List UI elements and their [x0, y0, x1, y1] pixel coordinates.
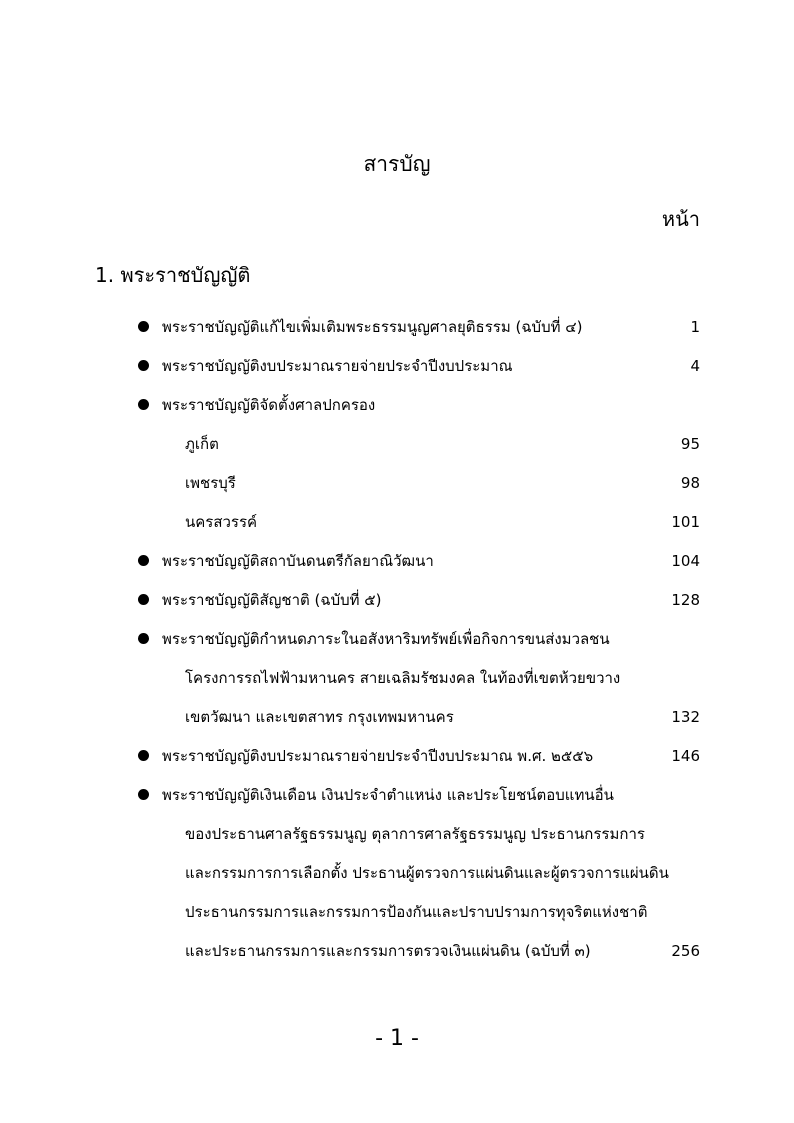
toc-entry-line[interactable]	[138, 860, 700, 899]
toc-page-number: 256	[671, 942, 700, 960]
toc-entry-text: ของประธานศาลรัฐธรรมนูญ ตุลาการศาลรัฐธรรมนูญ ประธานกรรมการ	[185, 825, 645, 843]
toc-entry-text: เพชรบุรี	[185, 474, 236, 492]
toc-entry-line[interactable]	[138, 899, 700, 938]
toc-entry-line[interactable]	[138, 743, 700, 782]
toc-entry-text: พระราชบัญญัติงบประมาณรายจ่ายประจำปีงบประมาณ	[162, 357, 513, 375]
bullet-icon	[138, 555, 149, 566]
toc-entry-line[interactable]	[138, 782, 700, 821]
page-column-label: หน้า	[661, 207, 700, 231]
bullet-icon	[138, 360, 149, 371]
toc-page-number: 1	[690, 318, 700, 336]
toc-entry-text: พระราชบัญญัติแก้ไขเพิ่มเติมพระธรรมนูญศาลยุติธรรม (ฉบับที่ ๔)	[162, 318, 583, 336]
toc-entry-text: พระราชบัญญัติสัญชาติ (ฉบับที่ ๕)	[162, 591, 382, 609]
page-number-footer: - 1 -	[375, 1026, 419, 1051]
bullet-icon	[138, 750, 149, 761]
toc-entry-line[interactable]	[138, 392, 700, 431]
toc-entry-line[interactable]	[138, 626, 700, 665]
toc-page-number: 146	[671, 747, 700, 765]
toc-entry-text: ประธานกรรมการและกรรมการป้องกันและปราบปรามการทุจริตแห่งชาติ	[185, 903, 648, 921]
toc-entry-line[interactable]	[138, 353, 700, 392]
toc-page-number: 98	[680, 474, 700, 492]
toc-entry-line[interactable]	[138, 314, 700, 353]
toc-entry-text: พระราชบัญญัติสถาบันดนตรีกัลยาณิวัฒนา	[162, 552, 434, 570]
toc-entry-line[interactable]	[138, 431, 700, 470]
toc-entry-line[interactable]	[138, 938, 700, 977]
toc-entry-line[interactable]	[138, 704, 700, 743]
toc-page-number: 95	[680, 435, 700, 453]
toc-entry-text: ภูเก็ต	[185, 435, 219, 453]
toc-entry-text: พระราชบัญญัติกำหนดภาระในอสังหาริมทรัพย์เพื่อกิจการขนส่งมวลชน	[162, 630, 610, 648]
toc-entry-line[interactable]	[138, 821, 700, 860]
toc-entry-line[interactable]	[138, 548, 700, 587]
bullet-icon	[138, 594, 149, 605]
bullet-icon	[138, 399, 149, 410]
toc-entry-text: เขตวัฒนา และเขตสาทร กรุงเทพมหานคร	[185, 708, 454, 726]
toc-entry-line[interactable]	[138, 665, 700, 704]
toc-page-number: 101	[671, 513, 700, 531]
bullet-icon	[138, 321, 149, 332]
table-of-contents	[138, 314, 700, 977]
toc-entry-text: และกรรมการการเลือกตั้ง ประธานผู้ตรวจการแผ่นดินและผู้ตรวจการแผ่นดิน	[185, 864, 669, 882]
toc-entry-text: พระราชบัญญัติเงินเดือน เงินประจำตำแหน่ง และประโยชน์ตอบแทนอื่น	[162, 786, 614, 804]
toc-page-number: 132	[671, 708, 700, 726]
page-title: สารบัญ	[363, 152, 431, 176]
toc-page-number: 128	[671, 591, 700, 609]
toc-entry-text: และประธานกรรมการและกรรมการตรวจเงินแผ่นดิน (ฉบับที่ ๓)	[185, 942, 591, 960]
toc-entry-text: โครงการรถไฟฟ้ามหานคร สายเฉลิมรัชมงคล ในท้องที่เขตห้วยขวาง	[185, 669, 621, 687]
toc-entry-line[interactable]	[138, 587, 700, 626]
toc-entry-line[interactable]	[138, 509, 700, 548]
bullet-icon	[138, 789, 149, 800]
toc-page-number: 4	[690, 357, 700, 375]
bullet-icon	[138, 633, 149, 644]
toc-entry-text: พระราชบัญญัติงบประมาณรายจ่ายประจำปีงบประมาณ พ.ศ. ๒๕๕๖	[162, 747, 594, 765]
toc-entry-text: พระราชบัญญัติจัดตั้งศาลปกครอง	[162, 396, 376, 414]
toc-entry-line[interactable]	[138, 470, 700, 509]
section-heading: 1. พระราชบัญญัติ	[95, 263, 251, 287]
toc-page-number: 104	[671, 552, 700, 570]
toc-entry-text: นครสวรรค์	[185, 513, 258, 531]
